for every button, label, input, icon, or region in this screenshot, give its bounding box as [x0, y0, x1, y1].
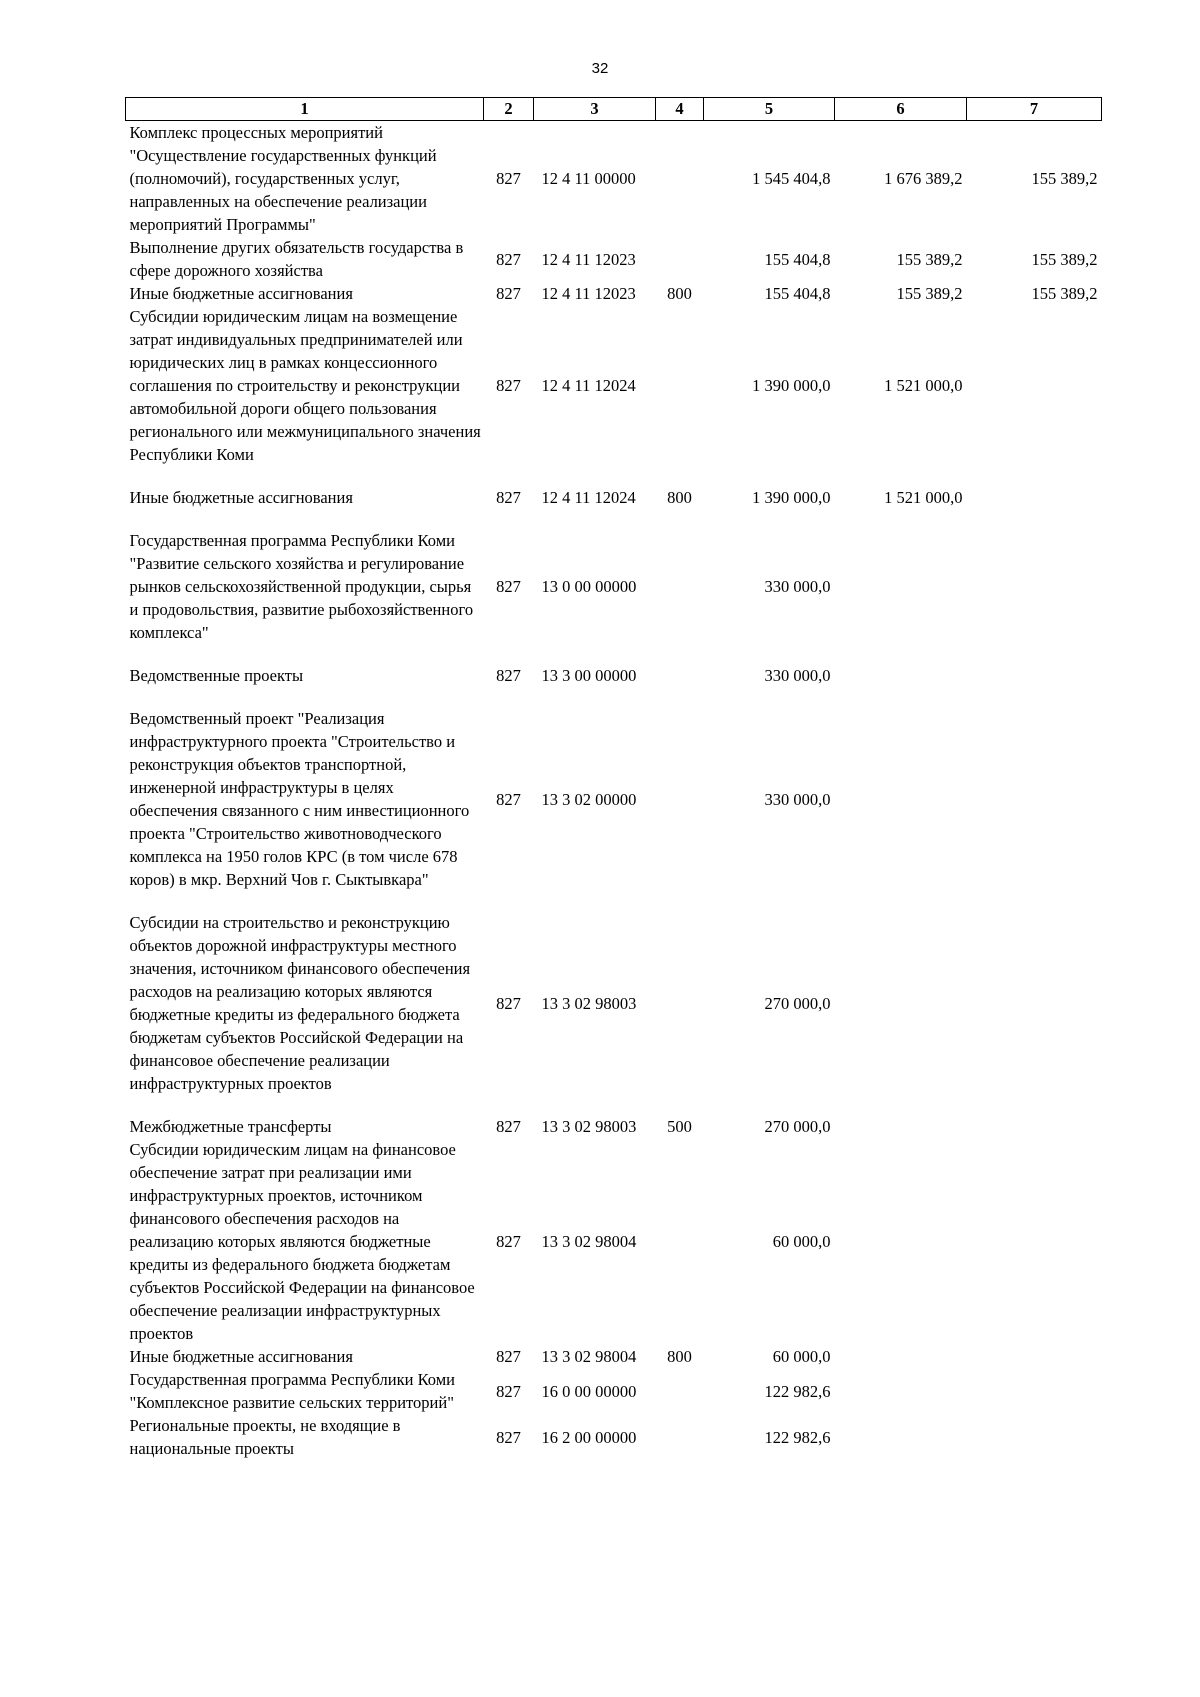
row-value-1: 330 000,0: [764, 666, 831, 685]
row-target-code: 13 3 02 98004: [541, 1232, 637, 1251]
row-value-3: 155 389,2: [1031, 249, 1098, 269]
table-row: [126, 282, 1102, 305]
row-admin-code: 827: [496, 249, 521, 269]
row-value-3: [967, 1138, 1102, 1345]
row-target-code: 12 4 11 12023: [541, 249, 636, 269]
row-expense-type: 800: [667, 284, 692, 303]
row-value-1: 1 545 404,8: [752, 169, 831, 188]
row-expense-type: [656, 305, 704, 486]
row-expense-type: 500: [667, 1117, 692, 1136]
row-name: Государственная программа Республики Коми "Развитие сельского хозяйства и регулирование рынков сельскохозяйственной продукции, сырья и продовольствия, развитие рыбохозяйственного комплекса": [129, 531, 474, 642]
row-admin-code: 827: [496, 789, 521, 809]
header-col-6: 6: [835, 98, 967, 121]
table-header: [126, 98, 1102, 121]
row-name: Государственная программа Республики Коми "Комплексное развитие сельских территорий": [129, 1370, 455, 1412]
row-value-1: 60 000,0: [772, 1347, 831, 1366]
row-value-2: 1 521 000,0: [884, 488, 963, 507]
table-row: [126, 707, 1102, 911]
table-row: [126, 664, 1102, 707]
row-value-1: 122 982,6: [764, 1427, 831, 1447]
row-name: Комплекс процессных мероприятий "Осуществление государственных функций (полномочий), государственных услуг, направленных на обеспечение реализации мероприятий Программы": [129, 123, 437, 234]
row-name: Региональные проекты, не входящие в национальные проекты: [129, 1416, 401, 1458]
row-value-3: [967, 1368, 1102, 1414]
row-value-2: 155 389,2: [896, 284, 963, 303]
row-expense-type: [656, 1368, 704, 1414]
row-value-1: 270 000,0: [764, 1117, 831, 1136]
row-name: Субсидии юридическим лицам на финансовое обеспечение затрат при реализации ими инфраструктурных проектов, источником финансового обеспечения расходов на реализацию которых являются бюджетные кредиты из федерального бюджета бюджетам субъектов Российской Федерации на финансовое обеспечение реализации инфраструктурных проектов: [129, 1140, 475, 1343]
row-value-1: 1 390 000,0: [752, 376, 831, 395]
row-admin-code: 827: [496, 1347, 521, 1366]
row-value-1: 155 404,8: [764, 249, 831, 269]
row-value-3: 155 389,2: [1031, 284, 1098, 303]
row-value-1: 330 000,0: [764, 577, 831, 596]
row-name: Иные бюджетные ассигнования: [129, 1347, 353, 1366]
row-value-1: 155 404,8: [764, 284, 831, 303]
row-value-2: [835, 707, 967, 911]
row-name: Субсидии юридическим лицам на возмещение затрат индивидуальных предпринимателей или юридических лиц в рамках концессионного соглашения по строительству и реконструкции автомобильной дороги общего пользования регионального или межмуниципального значения Республики Коми: [129, 307, 481, 464]
row-admin-code: 827: [496, 666, 521, 685]
row-value-3: [967, 1414, 1102, 1460]
row-value-1: 1 390 000,0: [752, 488, 831, 507]
row-expense-type: [656, 707, 704, 911]
row-target-code: 13 3 02 98003: [541, 1117, 637, 1136]
row-admin-code: 827: [496, 1232, 521, 1251]
row-name: Выполнение других обязательств государства в сфере дорожного хозяйства: [129, 238, 464, 280]
row-target-code: 12 4 11 00000: [541, 169, 636, 188]
row-value-3: 155 389,2: [1031, 169, 1098, 188]
table-row: [126, 1115, 1102, 1138]
row-target-code: 16 2 00 00000: [541, 1427, 637, 1447]
row-admin-code: 827: [496, 284, 521, 303]
row-admin-code: 827: [496, 1427, 521, 1447]
row-value-1: 122 982,6: [764, 1381, 831, 1401]
row-value-2: [835, 1414, 967, 1460]
row-name: Ведомственный проект "Реализация инфраструктурного проекта "Строительство и реконструкция объектов транспортной, инженерной инфраструктуры в целях обеспечения связанного с ним инвестиционного проекта "Строительство животноводческого комплекса на 1950 голов КРС (в том числе 678 коров) в мкр. Верхний Чов г. Сыктывкара": [129, 709, 470, 889]
row-admin-code: 827: [496, 993, 521, 1013]
row-value-3: [967, 486, 1102, 529]
row-target-code: 13 3 02 98003: [541, 993, 637, 1013]
row-expense-type: [656, 529, 704, 664]
row-value-2: [835, 664, 967, 707]
header-col-5: 5: [704, 98, 835, 121]
header-col-1: 1: [126, 98, 484, 121]
row-expense-type: 800: [667, 1347, 692, 1366]
row-value-3: [967, 529, 1102, 664]
row-name: Иные бюджетные ассигнования: [129, 284, 353, 303]
row-value-3: [967, 305, 1102, 486]
row-target-code: 13 3 00 00000: [541, 666, 637, 685]
row-value-1: 270 000,0: [764, 993, 831, 1013]
row-value-2: [835, 911, 967, 1115]
header-col-4: 4: [656, 98, 704, 121]
page-number: 32: [591, 60, 609, 77]
row-expense-type: [656, 664, 704, 707]
row-value-2: 1 521 000,0: [884, 376, 963, 395]
row-target-code: 13 3 02 98004: [541, 1347, 637, 1366]
row-admin-code: 827: [496, 169, 521, 188]
row-value-1: 60 000,0: [772, 1232, 831, 1251]
row-value-2: [835, 1138, 967, 1345]
row-value-2: [835, 529, 967, 664]
row-value-2: 1 676 389,2: [884, 169, 963, 188]
row-target-code: 13 3 02 00000: [541, 789, 637, 809]
row-name: Субсидии на строительство и реконструкцию объектов дорожной инфраструктуры местного значения, источником финансового обеспечения расходов на реализацию которых являются бюджетные кредиты из федерального бюджета бюджетам субъектов Российской Федерации на финансовое обеспечение реализации инфраструктурных проектов: [129, 913, 471, 1093]
table-row: [126, 1368, 1102, 1414]
row-name: Иные бюджетные ассигнования: [129, 488, 353, 507]
table-row: [126, 305, 1102, 486]
row-value-2: [835, 1345, 967, 1368]
table-row: [126, 1414, 1102, 1460]
row-admin-code: 827: [496, 488, 521, 507]
row-expense-type: [656, 236, 704, 282]
table-row: [126, 236, 1102, 282]
row-value-3: [967, 707, 1102, 911]
row-value-2: 155 389,2: [896, 249, 963, 269]
header-row: [126, 98, 1102, 121]
row-expense-type: [656, 1138, 704, 1345]
row-admin-code: 827: [496, 1381, 521, 1401]
header-col-3: 3: [534, 98, 656, 121]
row-value-3: [967, 1345, 1102, 1368]
table-row: [126, 486, 1102, 529]
row-admin-code: 827: [496, 376, 521, 395]
table-row: [126, 1345, 1102, 1368]
row-value-1: 330 000,0: [764, 789, 831, 809]
row-name: Ведомственные проекты: [129, 666, 304, 685]
table-row: [126, 529, 1102, 664]
header-col-7: 7: [967, 98, 1102, 121]
row-value-3: [967, 664, 1102, 707]
row-expense-type: [656, 911, 704, 1115]
row-target-code: 12 4 11 12023: [541, 284, 636, 303]
row-value-3: [967, 1115, 1102, 1138]
table-body: [126, 121, 1102, 1461]
header-col-2: 2: [484, 98, 534, 121]
row-expense-type: [656, 121, 704, 237]
row-expense-type: 800: [667, 488, 692, 507]
table-row: [126, 911, 1102, 1115]
row-target-code: 16 0 00 00000: [541, 1381, 637, 1401]
row-value-3: [967, 911, 1102, 1115]
row-target-code: 13 0 00 00000: [541, 577, 637, 596]
row-target-code: 12 4 11 12024: [541, 376, 636, 395]
row-value-2: [835, 1368, 967, 1414]
row-value-2: [835, 1115, 967, 1138]
row-name: Межбюджетные трансферты: [129, 1117, 332, 1136]
row-expense-type: [656, 1414, 704, 1460]
row-admin-code: 827: [496, 1117, 521, 1136]
budget-table: [125, 97, 1102, 1460]
row-admin-code: 827: [496, 577, 521, 596]
table-row: [126, 1138, 1102, 1345]
table-row: [126, 121, 1102, 237]
row-target-code: 12 4 11 12024: [541, 488, 636, 507]
